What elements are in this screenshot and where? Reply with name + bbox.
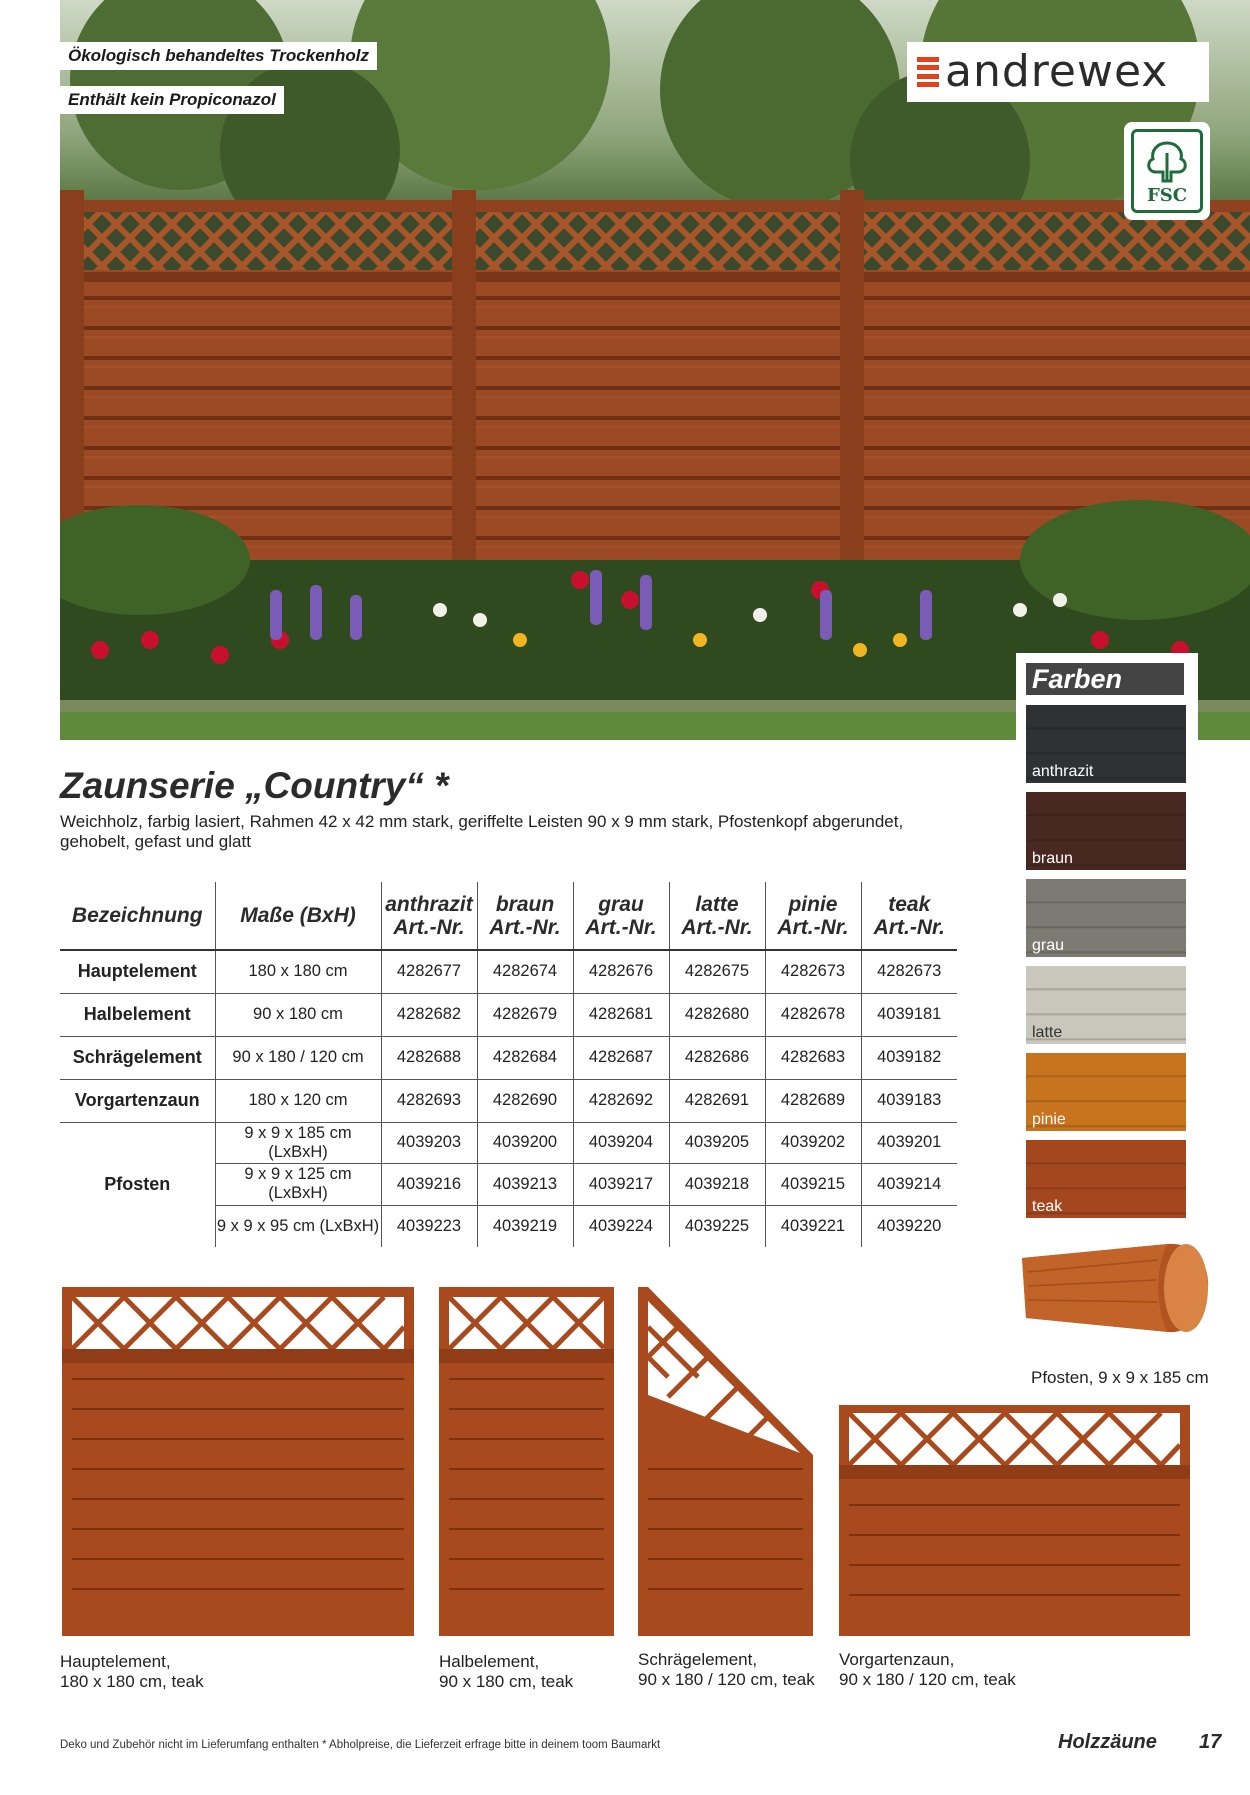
product-description: Weichholz, farbig lasiert, Rahmen 42 x 42 mm stark, geriffelte Leisten 90 x 9 mm stark, Pfostenkopf abgerundet, gehobelt, gefast und glatt <box>60 812 904 851</box>
cell-artnr: 4282684 <box>477 1036 573 1079</box>
color-panel <box>1016 653 1198 1223</box>
cell-artnr: 4282692 <box>573 1079 669 1122</box>
cell-artnr: 4282675 <box>669 950 765 993</box>
cell-artnr: 4282677 <box>381 950 477 993</box>
brand-mark-icon <box>917 57 939 87</box>
swatch-braun <box>1026 792 1186 870</box>
cell-size: 180 x 120 cm <box>215 1079 381 1122</box>
cell-artnr: 4039220 <box>861 1205 957 1247</box>
footer-note-deko: Deko und Zubehör nicht im Lieferumfang enthalten <box>60 1739 319 1751</box>
panel-halbelement-image <box>439 1287 614 1636</box>
badge-trockenholz: Ökologisch behandeltes Trockenholz <box>60 42 377 70</box>
cell-artnr: 4039216 <box>381 1164 477 1206</box>
footer-section: Holzzäune <box>1058 1731 1157 1753</box>
header-latte: latte Art.-Nr. <box>669 882 765 950</box>
cell-size: 90 x 180 cm <box>215 993 381 1036</box>
cell-artnr: 4039205 <box>669 1122 765 1164</box>
swatch-pinie <box>1026 1053 1186 1131</box>
cell-artnr: 4282676 <box>573 950 669 993</box>
caption-schraegelement: Schrägelement, 90 x 180 / 120 cm, teak <box>638 1650 815 1689</box>
header-pinie: pinie Art.-Nr. <box>765 882 861 950</box>
cell-artnr: 4282683 <box>765 1036 861 1079</box>
swatch-label: anthrazit <box>1032 763 1094 780</box>
cell-name: Vorgartenzaun <box>60 1079 215 1122</box>
cell-artnr: 4282674 <box>477 950 573 993</box>
cell-artnr: 4039225 <box>669 1205 765 1247</box>
table-row-posts <box>60 1122 957 1164</box>
cell-artnr: 4282691 <box>669 1079 765 1122</box>
cell-artnr: 4282682 <box>381 993 477 1036</box>
cell-artnr: 4039221 <box>765 1205 861 1247</box>
swatch-latte <box>1026 966 1186 1044</box>
cell-artnr: 4282678 <box>765 993 861 1036</box>
cell-artnr: 4039217 <box>573 1164 669 1206</box>
caption-hauptelement: Hauptelement, 180 x 180 cm, teak <box>60 1652 204 1691</box>
cell-artnr: 4282679 <box>477 993 573 1036</box>
article-table <box>60 882 957 1247</box>
cell-artnr: 4282689 <box>765 1079 861 1122</box>
cell-name: Halbelement <box>60 993 215 1036</box>
header-anthrazit: anthrazit Art.-Nr. <box>381 882 477 950</box>
badge-propiconazol: Enthält kein Propiconazol <box>60 86 284 114</box>
header-grau: grau Art.-Nr. <box>573 882 669 950</box>
swatch-label: pinie <box>1032 1111 1066 1128</box>
cell-artnr: 4039201 <box>861 1122 957 1164</box>
post-image <box>1018 1238 1210 1353</box>
panel-schraegelement-image <box>638 1287 813 1636</box>
cell-artnr: 4039218 <box>669 1164 765 1206</box>
cell-artnr: 4282687 <box>573 1036 669 1079</box>
cell-size: 90 x 180 / 120 cm <box>215 1036 381 1079</box>
header-teak: teak Art.-Nr. <box>861 882 957 950</box>
fsc-label: FSC <box>1146 185 1188 206</box>
post-caption: Pfosten, 9 x 9 x 185 cm <box>1031 1368 1209 1387</box>
header-masse: Maße (BxH) <box>215 882 381 950</box>
swatch-label: grau <box>1032 937 1065 954</box>
color-panel-title: Farben <box>1026 663 1184 695</box>
swatch-label: latte <box>1032 1024 1063 1041</box>
cell-artnr: 4039200 <box>477 1122 573 1164</box>
header-braun: braun Art.-Nr. <box>477 882 573 950</box>
swatch-label: teak <box>1032 1198 1063 1215</box>
cell-artnr: 4039203 <box>381 1122 477 1164</box>
swatch-label: braun <box>1032 850 1073 867</box>
cell-artnr: 4282686 <box>669 1036 765 1079</box>
table-row <box>60 1036 957 1079</box>
cell-artnr: 4039182 <box>861 1036 957 1079</box>
cell-artnr: 4039215 <box>765 1164 861 1206</box>
cell-artnr: 4039202 <box>765 1122 861 1164</box>
cell-artnr: 4039224 <box>573 1205 669 1247</box>
cell-artnr: 4282681 <box>573 993 669 1036</box>
cell-artnr: 4282690 <box>477 1079 573 1122</box>
cell-artnr: 4282673 <box>765 950 861 993</box>
product-title: Zaunserie „Country“ * <box>60 765 449 806</box>
caption-vorgartenzaun: Vorgartenzaun, 90 x 180 / 120 cm, teak <box>839 1650 1016 1689</box>
panel-vorgartenzaun-image <box>839 1405 1190 1636</box>
fsc-tree-icon <box>1143 139 1191 185</box>
header-bezeichnung: Bezeichnung <box>60 882 215 950</box>
cell-artnr: 4039219 <box>477 1205 573 1247</box>
cell-artnr: 4282688 <box>381 1036 477 1079</box>
brand-name: andrewex <box>945 46 1169 97</box>
cell-size: 9 x 9 x 95 cm (LxBxH) <box>215 1205 381 1247</box>
cell-artnr: 4039223 <box>381 1205 477 1247</box>
swatch-anthrazit <box>1026 705 1186 783</box>
cell-artnr: 4039213 <box>477 1164 573 1206</box>
swatch-grau <box>1026 879 1186 957</box>
cell-artnr: 4039181 <box>861 993 957 1036</box>
table-row <box>60 950 957 993</box>
cell-artnr: 4039183 <box>861 1079 957 1122</box>
cell-artnr: 4039204 <box>573 1122 669 1164</box>
table-row <box>60 993 957 1036</box>
hero-image <box>60 0 1250 740</box>
table-header-row <box>60 882 957 950</box>
page-number: 17 <box>1199 1731 1222 1753</box>
table-row <box>60 1079 957 1122</box>
cell-name: Pfosten <box>104 1174 171 1194</box>
cell-size: 180 x 180 cm <box>215 950 381 993</box>
footer-note-abholpreise: * Abholpreise, die Lieferzeit erfrage bitte in deinem toom Baumarkt <box>322 1739 661 1751</box>
fsc-logo <box>1124 122 1210 220</box>
swatch-teak <box>1026 1140 1186 1218</box>
caption-halbelement: Halbelement, 90 x 180 cm, teak <box>439 1652 574 1691</box>
cell-name: Schrägelement <box>60 1036 215 1079</box>
cell-artnr: 4282673 <box>861 950 957 993</box>
cell-name: Hauptelement <box>60 950 215 993</box>
cell-artnr: 4282693 <box>381 1079 477 1122</box>
cell-size: 9 x 9 x 125 cm (LxBxH) <box>215 1164 381 1206</box>
cell-size: 9 x 9 x 185 cm (LxBxH) <box>215 1122 381 1164</box>
cell-artnr: 4039214 <box>861 1164 957 1206</box>
cell-artnr: 4282680 <box>669 993 765 1036</box>
brand-logo <box>907 42 1209 102</box>
panel-hauptelement-image <box>62 1287 414 1636</box>
